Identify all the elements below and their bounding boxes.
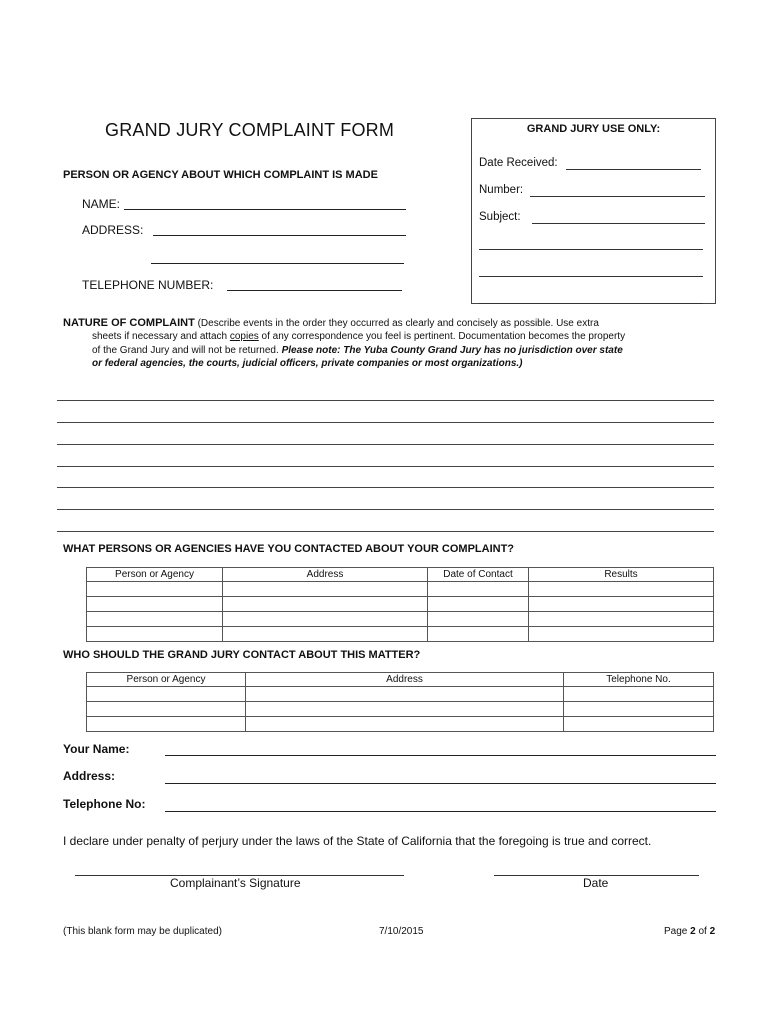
table-cell[interactable]: [529, 627, 714, 642]
column-header: Person or Agency: [87, 673, 246, 687]
section-heading-subject: PERSON OR AGENCY ABOUT WHICH COMPLAINT IS MADE: [63, 169, 378, 181]
name-label: NAME:: [82, 197, 121, 211]
column-header: Results: [529, 568, 714, 582]
column-header: Address: [246, 673, 564, 687]
table-row: [87, 687, 714, 702]
table-cell[interactable]: [428, 612, 529, 627]
table-cell[interactable]: [246, 687, 564, 702]
footer-duplicate-note: (This blank form may be duplicated): [63, 926, 222, 937]
subject-line-4[interactable]: [479, 303, 703, 304]
table-cell[interactable]: [529, 582, 714, 597]
column-header: Date of Contact: [428, 568, 529, 582]
your-address-label: Address:: [63, 769, 116, 783]
table-row: [87, 702, 714, 717]
complaint-line-1[interactable]: [57, 400, 714, 401]
your-address-field[interactable]: [165, 783, 716, 784]
address-label: ADDRESS:: [82, 223, 144, 237]
footer-page-number: Page 2 of 2: [664, 926, 716, 937]
office-use-box: [471, 118, 716, 304]
subject-line-2[interactable]: [479, 249, 703, 250]
nature-of-complaint-text: NATURE OF COMPLAINT (Describe events in the order they occurred as clearly and concisely as possible. Use extra sheets if necessary and attach copies of any correspondence you feel is pertinent. Documentation becomes the property of the Grand Jury and will not be returned. Please note: The Yuba County Grand Jury has no jurisdiction over state or federal agencies, the courts, judicial officers, private companies or most organizations.): [63, 317, 626, 370]
form-title: GRAND JURY COMPLAINT FORM: [105, 120, 395, 140]
table-cell[interactable]: [564, 702, 714, 717]
table-cell[interactable]: [246, 717, 564, 732]
your-name-label: Your Name:: [63, 742, 130, 756]
table-cell[interactable]: [87, 612, 223, 627]
table-cell[interactable]: [428, 582, 529, 597]
table-cell[interactable]: [246, 702, 564, 717]
column-header: Person or Agency: [87, 568, 223, 582]
subject-field[interactable]: [532, 223, 705, 224]
table-cell[interactable]: [87, 582, 223, 597]
table-cell[interactable]: [87, 717, 246, 732]
table-cell[interactable]: [223, 627, 428, 642]
your-name-field[interactable]: [165, 755, 716, 756]
office-use-heading: GRAND JURY USE ONLY:: [526, 123, 661, 135]
signature-label: Complainant’s Signature: [170, 876, 301, 890]
table-cell[interactable]: [87, 702, 246, 717]
footer-date: 7/10/2015: [379, 926, 424, 937]
number-field[interactable]: [530, 196, 705, 197]
should-contact-table: [86, 672, 714, 732]
perjury-declaration: I declare under penalty of perjury under the laws of the State of California that the foregoing is true and correct.: [63, 834, 652, 848]
table-row: [87, 612, 714, 627]
subject-label: Subject:: [479, 211, 521, 223]
address-field[interactable]: [153, 235, 406, 236]
table-row: [87, 717, 714, 732]
table-cell[interactable]: [87, 627, 223, 642]
column-header: Telephone No.: [564, 673, 714, 687]
column-header: Address: [223, 568, 428, 582]
complaint-line-7[interactable]: [57, 531, 714, 532]
table-row: [87, 597, 714, 612]
your-telephone-field[interactable]: [165, 811, 716, 812]
table-row: [87, 582, 714, 597]
date-label: Date: [583, 876, 609, 890]
nature-heading: NATURE OF COMPLAINT: [63, 317, 195, 329]
table-cell[interactable]: [87, 597, 223, 612]
address-field-line-2[interactable]: [151, 263, 404, 264]
telephone-field[interactable]: [227, 290, 402, 291]
table-cell[interactable]: [87, 687, 246, 702]
table-cell[interactable]: [428, 597, 529, 612]
contacted-heading: WHAT PERSONS OR AGENCIES HAVE YOU CONTACTED ABOUT YOUR COMPLAINT?: [63, 543, 515, 555]
complaint-line-6[interactable]: [57, 509, 714, 510]
your-telephone-label: Telephone No:: [63, 797, 146, 811]
table-cell[interactable]: [428, 627, 529, 642]
table-cell[interactable]: [529, 597, 714, 612]
table-cell[interactable]: [529, 612, 714, 627]
table-cell[interactable]: [223, 582, 428, 597]
date-received-field[interactable]: [566, 169, 701, 170]
table-row: [87, 627, 714, 642]
subject-line-3[interactable]: [479, 276, 703, 277]
table-cell[interactable]: [223, 612, 428, 627]
complaint-line-2[interactable]: [57, 422, 714, 423]
telephone-label: TELEPHONE NUMBER:: [82, 278, 214, 292]
table-cell[interactable]: [564, 717, 714, 732]
number-label: Number:: [479, 184, 524, 196]
contacted-table: [86, 567, 714, 642]
complaint-line-3[interactable]: [57, 444, 714, 445]
name-field[interactable]: [124, 209, 406, 210]
should-contact-heading: WHO SHOULD THE GRAND JURY CONTACT ABOUT THIS MATTER?: [63, 649, 421, 661]
table-cell[interactable]: [223, 597, 428, 612]
table-cell[interactable]: [564, 687, 714, 702]
date-received-label: Date Received:: [479, 157, 558, 169]
complaint-line-4[interactable]: [57, 466, 714, 467]
complaint-line-5[interactable]: [57, 487, 714, 488]
